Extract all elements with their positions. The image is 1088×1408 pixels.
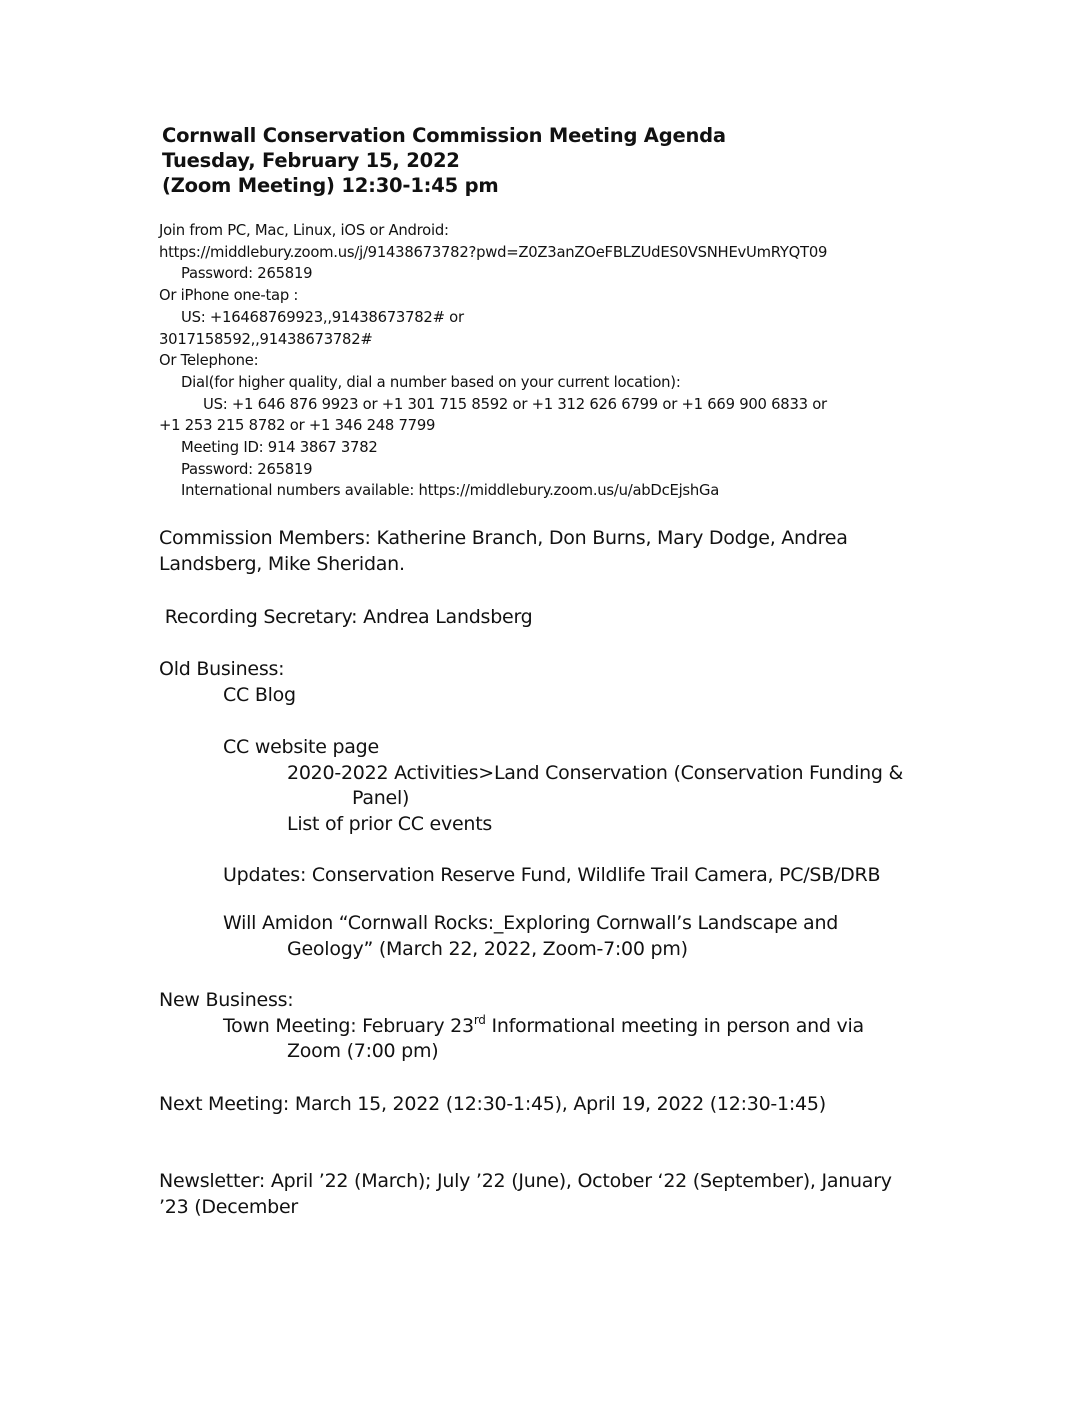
- recording-secretary: [159, 605, 979, 631]
- prior-events: List of prior CC events: [287, 812, 493, 835]
- amidon-line-1: Will Amidon “Cornwall Rocks:_Exploring Cornwall’s Landscape and: [223, 912, 839, 934]
- join-label: Join from PC, Mac, Linux, iOS or Android:: [159, 222, 449, 239]
- town-meeting-line-2: Zoom (7:00 pm): [287, 1040, 439, 1062]
- dial-label: Dial(for higher quality, dial a number based on your current location):: [181, 373, 681, 391]
- iphone-label: Or iPhone one-tap :: [159, 287, 299, 305]
- newsletter-line-2: ’23 (December: [159, 1195, 298, 1218]
- town-meeting-text: Town Meeting: February 23: [223, 1014, 474, 1037]
- newsletter-line-1: Newsletter: April ’22 (March); July ’22 (June), October ‘22 (September), January: [159, 1170, 892, 1192]
- zoom-password: Password: 265819: [181, 265, 313, 283]
- members-line-2: Landsberg, Mike Sheridan.: [159, 552, 405, 575]
- new-business-section: [159, 988, 979, 1065]
- updates-line: Updates: Conservation Reserve Fund, Wildlife Trail Camera, PC/SB/DRB: [223, 864, 881, 886]
- iphone-us-number: US: +16468769923,,91438673782# or: [181, 308, 464, 326]
- old-business-heading: Old Business:: [159, 658, 285, 680]
- agenda-title-line-1: Cornwall Conservation Commission Meeting Agenda: [162, 124, 726, 147]
- activities-line-2: Panel): [352, 787, 410, 809]
- updates-item: [159, 863, 979, 889]
- members-line-1: Commission Members: Katherine Branch, Don Burns, Mary Dodge, Andrea: [159, 527, 848, 549]
- agenda-date: Tuesday, February 15, 2022: [162, 149, 460, 172]
- old-business-section: [159, 657, 979, 708]
- amidon-talk-item: [159, 911, 979, 962]
- agenda-title: [162, 123, 942, 198]
- dial-numbers-continued: +1 253 215 8782 or +1 346 248 7799: [159, 417, 436, 435]
- dial-numbers: US: +1 646 876 9923 or +1 301 715 8592 or +1 312 626 6799 or +1 669 900 6833 or: [203, 395, 827, 413]
- newsletter-schedule: [159, 1169, 979, 1220]
- meeting-id: Meeting ID: 914 3867 3782: [181, 439, 378, 457]
- old-business-item-cc-website: CC website page: [223, 736, 379, 758]
- old-business-item-cc-blog: CC Blog: [223, 683, 296, 706]
- next-meeting-line: Next Meeting: March 15, 2022 (12:30-1:45), April 19, 2022 (12:30-1:45): [159, 1093, 826, 1115]
- international-numbers-link[interactable]: International numbers available: https://middlebury.zoom.us/u/abDcEjshGa: [181, 482, 720, 500]
- telephone-label: Or Telephone:: [159, 352, 259, 370]
- zoom-join-info: [159, 220, 1059, 502]
- ordinal-suffix: rd: [473, 1012, 486, 1027]
- activities-line-1: 2020-2022 Activities>Land Conservation (Conservation Funding &: [287, 761, 904, 784]
- town-meeting-text-continued: Informational meeting in person and via: [485, 1014, 864, 1037]
- town-meeting-line-1: [159, 1014, 979, 1040]
- commission-members: [159, 526, 979, 577]
- zoom-join-link[interactable]: https://middlebury.zoom.us/j/91438673782?pwd=Z0Z3anZOeFBLZUdES0VSNHEvUmRYQT09: [159, 243, 828, 261]
- new-business-heading: New Business:: [159, 989, 294, 1011]
- agenda-meeting-time: (Zoom Meeting) 12:30-1:45 pm: [162, 174, 499, 197]
- iphone-alt-number: 3017158592,,91438673782#: [159, 330, 373, 348]
- next-meeting: [159, 1092, 979, 1118]
- cc-website-section: [159, 735, 979, 837]
- amidon-line-2: Geology” (March 22, 2022, Zoom-7:00 pm): [287, 937, 688, 960]
- dial-password: Password: 265819: [181, 460, 313, 478]
- secretary-line: Recording Secretary: Andrea Landsberg: [159, 606, 533, 628]
